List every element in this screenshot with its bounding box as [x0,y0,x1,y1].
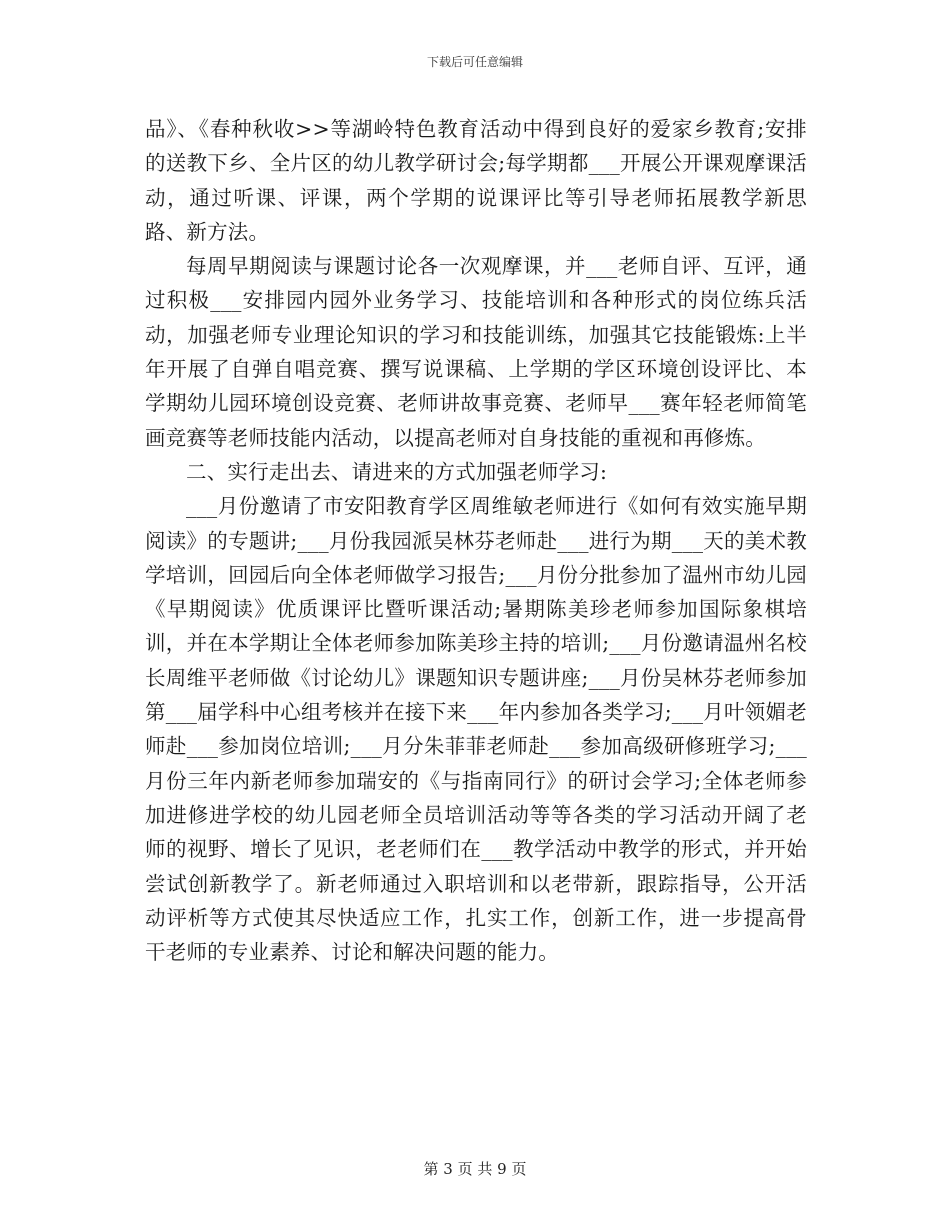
paragraph-3: ___月份邀请了市安阳教育学区周维敏老师进行《如何有效实施早期阅读》的专题讲;___月份我园派吴林芬老师赴___进行为期___天的美术教学培训，回园后向全体老师做学习报告;___月份分批参加了温州市幼儿园《早期阅读》优质课评比暨听课活动;暑期陈美珍老师参加国际象棋培训，并在本学期让全体老师参加陈美珍主持的培训;___月份邀请温州名校长周维平老师做《讨论幼儿》课题知识专题讲座;___月份吴林芬老师参加第___届学科中心组考核并在接下来___年内参加各类学习;___月叶领媚老师赴___参加岗位培训;___月分朱菲菲老师赴___参加高级研修班学习;___月份三年内新老师参加瑞安的《与指南同行》的研讨会学习;全体老师参加进修进学校的幼儿园老师全员培训活动等等各类的学习活动开阔了老师的视野、增长了见识，老老师们在___教学活动中教学的形式，并开始尝试创新教学了。新老师通过入职培训和以老带新，跟踪指导，公开活动评析等方式使其尽快适应工作，扎实工作，创新工作，进一步提高骨干老师的专业素养、讨论和解决问题的能力。 [145,494,807,965]
page-header: 下载后可任意编辑 [426,55,523,69]
page-number: 第 3 页 共 9 页 [423,1160,527,1178]
section-heading: 二、实行走出去、请进来的方式加强老师学习: [186,459,608,484]
paragraph-1: 品》、《春种秋收>>等湖岭特色教育活动中得到良好的爱家乡教育;安排的送教下乡、全片区的幼儿教学研讨会;每学期都___开展公开课观摩课活动，通过听课、评课，两个学期的说课评比等引导老师拓展教学新思路、新方法。 [145,117,807,244]
paragraph-2: 每周早期阅读与课题讨论各一次观摩课，并___老师自评、互评，通过积极___安排园内园外业务学习、技能培训和各种形式的岗位练兵活动，加强老师专业理论知识的学习和技能训练，加强其它技能锻炼:上半年开展了自弹自唱竞赛、撰写说课稿、上学期的学区环境创设评比、本学期幼儿园环境创设竞赛、老师讲故事竞赛、老师早___赛年轻老师简笔画竞赛等老师技能内活动，以提高老师对自身技能的重视和再修炼。 [145,254,807,450]
document-body [145,112,807,969]
